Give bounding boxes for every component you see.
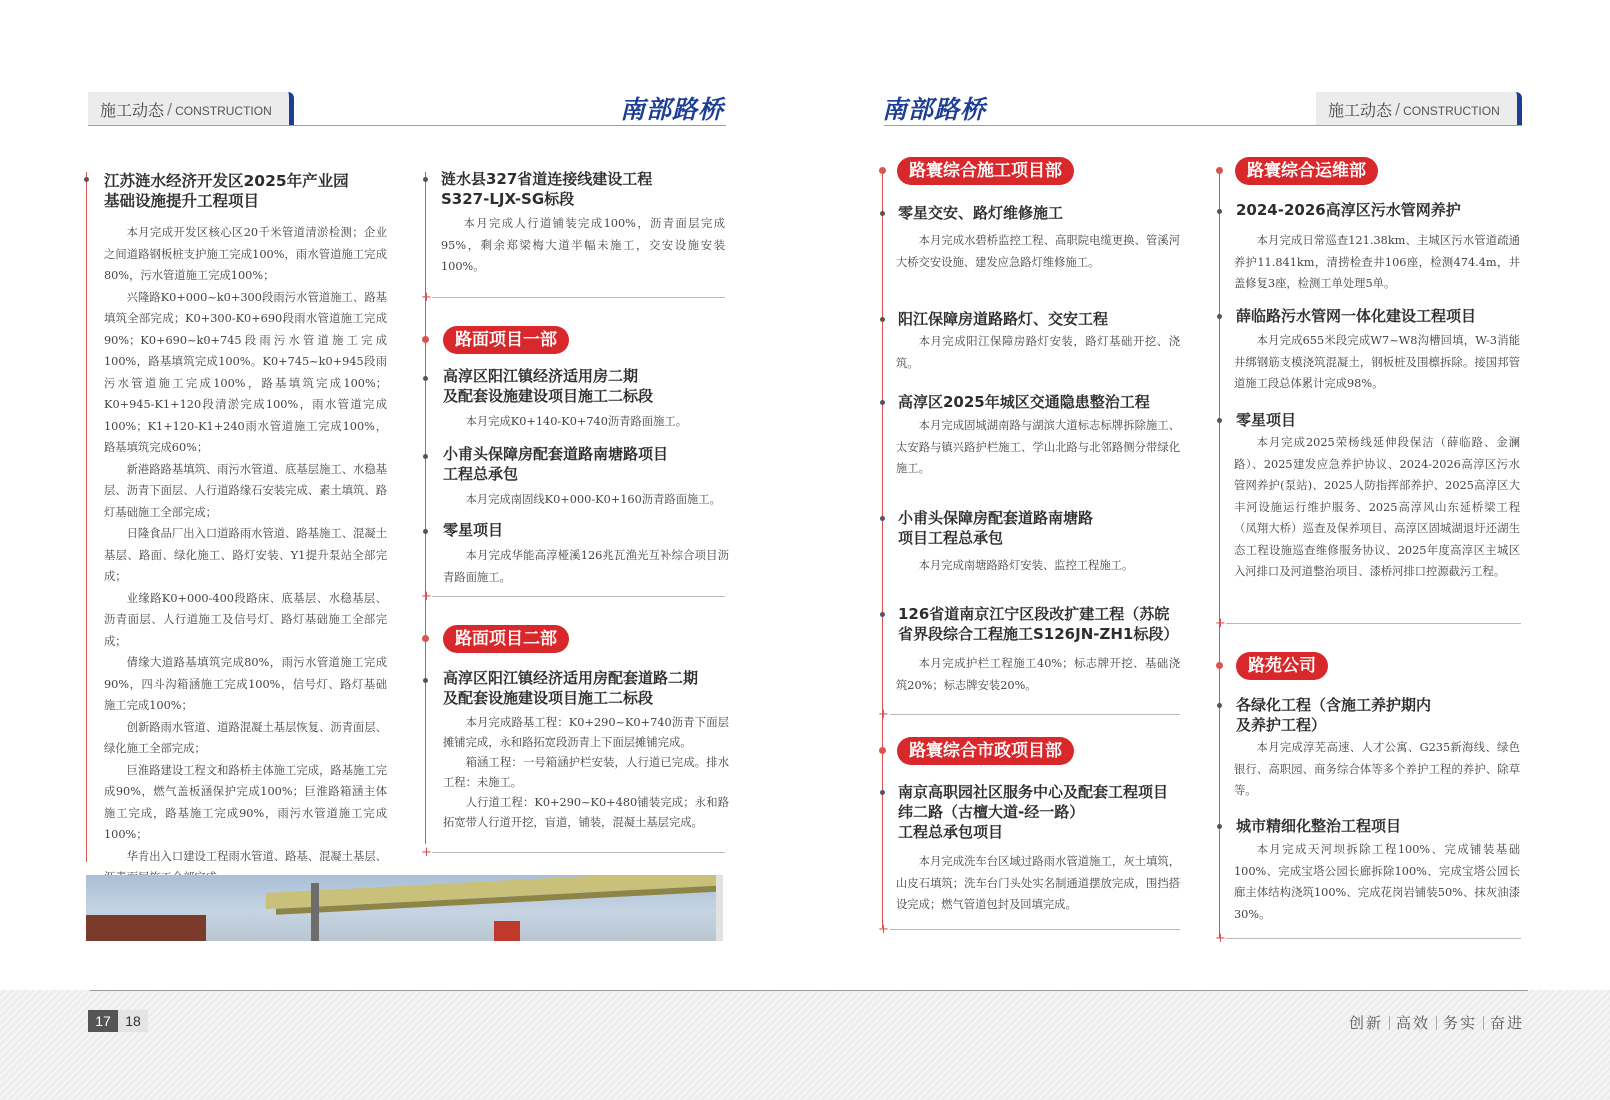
project-body: [896, 555, 1180, 577]
project-body: [1234, 839, 1520, 925]
timeline-dot: [1217, 824, 1222, 829]
slogan-divider: [1483, 1016, 1484, 1030]
project-body: [1234, 330, 1520, 395]
project-title: 高淳区阳江镇经济适用房二期 及配套设施建设项目施工二标段: [443, 367, 654, 405]
body-paragraph: 日隆食品厂出入口道路雨水管道、路基施工、混凝土基层、路面、绿化施工、路灯安装、Y1提升泵站全部完成；: [104, 527, 387, 583]
badge-dot: [422, 336, 429, 343]
body-paragraph: 人行道工程：K0+290~K0+480铺装完成；永和路拓宽带人行道开挖，盲道，铺装，混凝土基层完成。: [443, 796, 729, 829]
section-end-plus: +: [421, 845, 432, 860]
body-paragraph: 本月完成开发区核心区20千米管道清淤检测；企业之间道路钢板桩支护施工完成100%，雨水管道施工完成80%，污水管道施工完成100%；: [104, 226, 387, 282]
body-paragraph: 巨淮路建设工程文和路桥主体施工完成，路基施工完成90%，燃气盖板涵保护完成100%；巨淮路箱涵主体施工完成，路基施工完成90%，雨污水管道施工完成100%；: [104, 763, 387, 841]
slogan-divider: [1436, 1016, 1437, 1030]
timeline-dot: [880, 612, 885, 617]
section-divider: [432, 596, 725, 597]
body-paragraph: 本月完成南塘路路灯安装、监控工程施工。: [918, 559, 1134, 572]
slogan-word: 创新: [1348, 1014, 1383, 1032]
section-divider: [432, 852, 725, 853]
project-body: [896, 415, 1180, 480]
timeline-dot: [423, 177, 428, 182]
body-paragraph: 本月完成2025荣杨线延伸段保洁（薛临路、金澜路）、2025建发应急养护协议、2024-2026高淳区污水管网养护(泵站)、2025人防指挥部养护、2025高淳区大丰河设施运行维护服务、2025高淳风山东延桥梁工程（凤翔大桥）巡查及保养项目、高淳区固城湖退圩还湖生态工程设施巡查维修服务协议、2025年度高淳区主城区入河排口及河道整治项目、漆桥河排口控源截污工程。: [1234, 436, 1520, 578]
body-paragraph: 创新路雨水管道、道路混凝土基层恢复、沥青面层、绿化施工全部完成；: [104, 720, 387, 755]
section-divider: [432, 297, 725, 298]
page-number-left: 17: [88, 1010, 118, 1032]
body-paragraph: 本月完成人行道铺装完成100%，沥青面层完成95%，剩余郑梁梅大道半幅未施工，交安设施安装100%。: [441, 217, 725, 273]
timeline-dot: [1217, 314, 1222, 319]
project-title: 小甫头保障房配套道路南塘路项目 工程总承包: [443, 445, 669, 483]
body-paragraph: 本月完成天河坝拆除工程100%、完成铺装基础100%、完成宝塔公园长廊拆除100%、完成宝塔公园长廊主体结构浇筑100%、完成花岗岩铺装50%、抹灰油漆30%。: [1234, 843, 1520, 921]
department-badge: 路面项目二部: [443, 625, 569, 653]
project-title: 零星项目: [443, 521, 504, 539]
body-paragraph: 新港路路基填筑、雨污水管道、底基层施工、水稳基层、沥青下面层、人行道路缘石安装完成、素土填筑、路灯基础施工全部完成；: [104, 462, 387, 519]
slogan-word: 高效: [1395, 1014, 1430, 1032]
footer-background: [0, 990, 1610, 1100]
body-paragraph: 本月完成华能高淳桠溪126兆瓦渔光互补综合项目沥青路面施工。: [443, 549, 729, 584]
body-paragraph: 倩缘大道路基填筑完成80%，雨污水管道施工完成90%，四斗沟箱涵施工完成100%，信号灯、路灯基础施工完成100%；: [104, 656, 387, 712]
section-end-plus: +: [1215, 616, 1226, 631]
section-title-cn: 施工动态: [1328, 100, 1393, 120]
section-end-plus: +: [421, 589, 432, 604]
timeline-line: [1219, 168, 1220, 938]
body-paragraph: 本月完成南固线K0+000-K0+160沥青路面施工。: [465, 493, 721, 506]
timeline-dot: [1217, 703, 1222, 708]
badge-dot: [1216, 662, 1223, 669]
department-badge: 路面项目一部: [443, 326, 569, 354]
project-body: [896, 653, 1180, 696]
section-end-plus: +: [1215, 931, 1226, 946]
body-paragraph: 本月完成路基工程：K0+290~K0+740沥青下面层摊铺完成，永和路拓宽段沥青上下面层摊铺完成。: [443, 716, 729, 749]
project-title: 涟水县327省道连接线建设工程 S327-LJX-SG标段: [441, 170, 653, 208]
body-paragraph: 华肯出入口建设工程雨水管道、路基、混凝土基层、: [126, 849, 387, 863]
page-number-right: 18: [118, 1010, 148, 1032]
project-title: 南京高职园社区服务中心及配套工程项目 纬二路（古檀大道-经一路） 工程总承包项目: [898, 783, 1169, 841]
footer-slogan: [1349, 1012, 1524, 1033]
project-body: [443, 489, 727, 511]
project-title: 小甫头保障房配套道路南塘路 项目工程总承包: [898, 509, 1094, 547]
body-paragraph: 本月完成阳江保障房路灯安装，路灯基础开挖、浇筑。: [896, 335, 1180, 370]
project-title: 零星项目: [1236, 411, 1297, 429]
section-separator: /: [167, 100, 173, 118]
body-paragraph: 本月完成水碧桥监控工程、高职院电缆更换、管溪河大桥交安设施、建发应急路灯维修施工。: [896, 234, 1180, 269]
section-separator: /: [1395, 100, 1401, 118]
project-title: 126省道南京江宁区段改扩建工程（苏皖 省界段综合工程施工S126JN-ZH1标段）: [898, 605, 1179, 643]
timeline-dot: [423, 529, 428, 534]
timeline-dot: [880, 516, 885, 521]
badge-dot: [879, 747, 886, 754]
timeline-dot: [423, 454, 428, 459]
body-paragraph: 本月完成洗车台区域过路雨水管道施工，灰土填筑，山皮石填筑；洗车台门头处实名制通道摆放完成，围挡搭设完成；燃气管道包封及回填完成。: [896, 855, 1180, 911]
project-title: 高淳区阳江镇经济适用房配套道路二期 及配套设施建设项目施工二标段: [443, 669, 699, 707]
photo-ground: [86, 915, 206, 941]
project-body: [443, 411, 727, 433]
logo-left: 南部路桥: [620, 95, 725, 124]
section-tab-right: [1316, 92, 1522, 126]
timeline-dot: [880, 790, 885, 795]
body-paragraph: 本月完成655米段完成W7~W8沟槽回填，W-3消能井绑钢筋支模浇筑混凝土，钢板桩及围檩拆除。接国邦管道施工段总体累计完成98%。: [1234, 334, 1520, 390]
project-body: [1234, 230, 1520, 295]
section-divider: [890, 714, 1180, 715]
project-body: [896, 851, 1180, 916]
project-title: 各绿化工程（含施工养护期内 及养护工程）: [1236, 696, 1432, 734]
timeline-dot: [1217, 418, 1222, 423]
timeline-dot: [880, 211, 885, 216]
timeline-line: [86, 172, 87, 862]
badge-dot: [1216, 167, 1223, 174]
body-paragraph: 本月完成日常巡查121.38km、主城区污水管道疏通养护11.841km，清捞检查井106座，检测474.4m，井盖修复3座，检测工单处理5单。: [1234, 234, 1520, 290]
project-title: 薛临路污水管网一体化建设工程项目: [1236, 307, 1477, 325]
logo-right: 南部路桥: [882, 95, 987, 124]
body-paragraph: 兴隆路K0+000~k0+300段雨污水管道施工、路基填筑全部完成；K0+300-K0+690段雨水管道施工完成90%；K0+690~k0+745段雨污水管道施工完成100%，路基填筑完成100%。K0+745~k0+945段雨污水管道施工完成100%，路基填筑完成100%；K0+945-K1+120段清淤完成100%，雨水管道完成100%；K1+120-K1+240雨水管道施工完成100%，路基填筑完成60%；: [104, 290, 387, 454]
project-body: [896, 230, 1180, 273]
footer-divider: [90, 990, 1528, 991]
body-paragraph: 业缘路K0+000-400段路床、底基层、水稳基层、沥青面层、人行道施工及信号灯、路灯基础施工全部完成；: [104, 591, 387, 648]
project-title: 江苏涟水经济开发区2025年产业园 基础设施提升工程项目: [104, 172, 349, 210]
section-title-cn: 施工动态: [100, 100, 165, 120]
project-body: [443, 713, 729, 833]
body-paragraph: 本月完成固城湖南路与湖滨大道标志标牌拆除施工、太安路与镇兴路护栏施工、学山北路与北邻路侧分带绿化施工。: [896, 419, 1180, 475]
body-paragraph: 本月完成淳芜高速、人才公寓、G235新海线、绿色银行、高职园、商务综合体等多个养护工程的养护、除草等。: [1234, 741, 1520, 797]
project-title: 阳江保障房道路路灯、交安工程: [898, 310, 1109, 328]
project-body: [441, 213, 725, 278]
badge-dot: [879, 167, 886, 174]
badge-dot: [422, 635, 429, 642]
slogan-word: 奋进: [1489, 1014, 1524, 1032]
photo-machinery: [494, 921, 520, 941]
project-title: 2024-2026高淳区污水管网养护: [1236, 201, 1461, 219]
slogan-word: 务实: [1442, 1014, 1477, 1032]
section-divider: [890, 929, 1180, 930]
section-end-plus: +: [878, 707, 889, 722]
department-badge: 路寰综合市政项目部: [897, 737, 1074, 765]
section-title-en: CONSTRUCTION: [175, 103, 272, 118]
project-body: [1234, 432, 1520, 583]
project-body: [104, 222, 387, 889]
timeline-line: [425, 172, 426, 844]
department-badge: 路寰综合施工项目部: [897, 157, 1074, 185]
timeline-dot: [423, 678, 428, 683]
body-paragraph: 本月完成K0+140-K0+740沥青路面施工。: [465, 415, 687, 428]
section-tab-left: [88, 92, 294, 126]
timeline-dot: [423, 376, 428, 381]
project-title: 城市精细化整治工程项目: [1236, 817, 1402, 835]
timeline-dot: [880, 317, 885, 322]
project-title: 高淳区2025年城区交通隐患整治工程: [898, 393, 1150, 411]
photo-tower: [716, 875, 723, 941]
header-divider-right: [884, 125, 1522, 126]
section-end-plus: +: [421, 290, 432, 305]
section-divider: [1226, 623, 1521, 624]
slogan-divider: [1389, 1016, 1390, 1030]
bridge-construction-photo: [86, 875, 723, 941]
section-title-en: CONSTRUCTION: [1403, 103, 1500, 118]
department-badge: 路寰综合运维部: [1235, 157, 1378, 185]
timeline-dot: [1217, 209, 1222, 214]
project-body: [443, 545, 729, 588]
timeline-dot: [84, 177, 89, 182]
section-divider: [1226, 938, 1521, 939]
section-end-plus: +: [878, 922, 889, 937]
body-paragraph: 本月完成护栏工程施工40%；标志牌开挖、基础浇筑20%；标志牌安装20%。: [896, 657, 1180, 692]
timeline-dot: [880, 400, 885, 405]
project-body: [1234, 737, 1520, 802]
project-title: 零星交安、路灯维修施工: [898, 204, 1064, 222]
timeline-line: [882, 168, 883, 928]
project-body: [896, 331, 1180, 374]
department-badge: 路苑公司: [1236, 652, 1328, 680]
body-paragraph: 箱涵工程：一号箱涵护栏安装，人行道已完成。排水工程：未施工。: [443, 756, 729, 789]
photo-crane: [311, 883, 319, 941]
